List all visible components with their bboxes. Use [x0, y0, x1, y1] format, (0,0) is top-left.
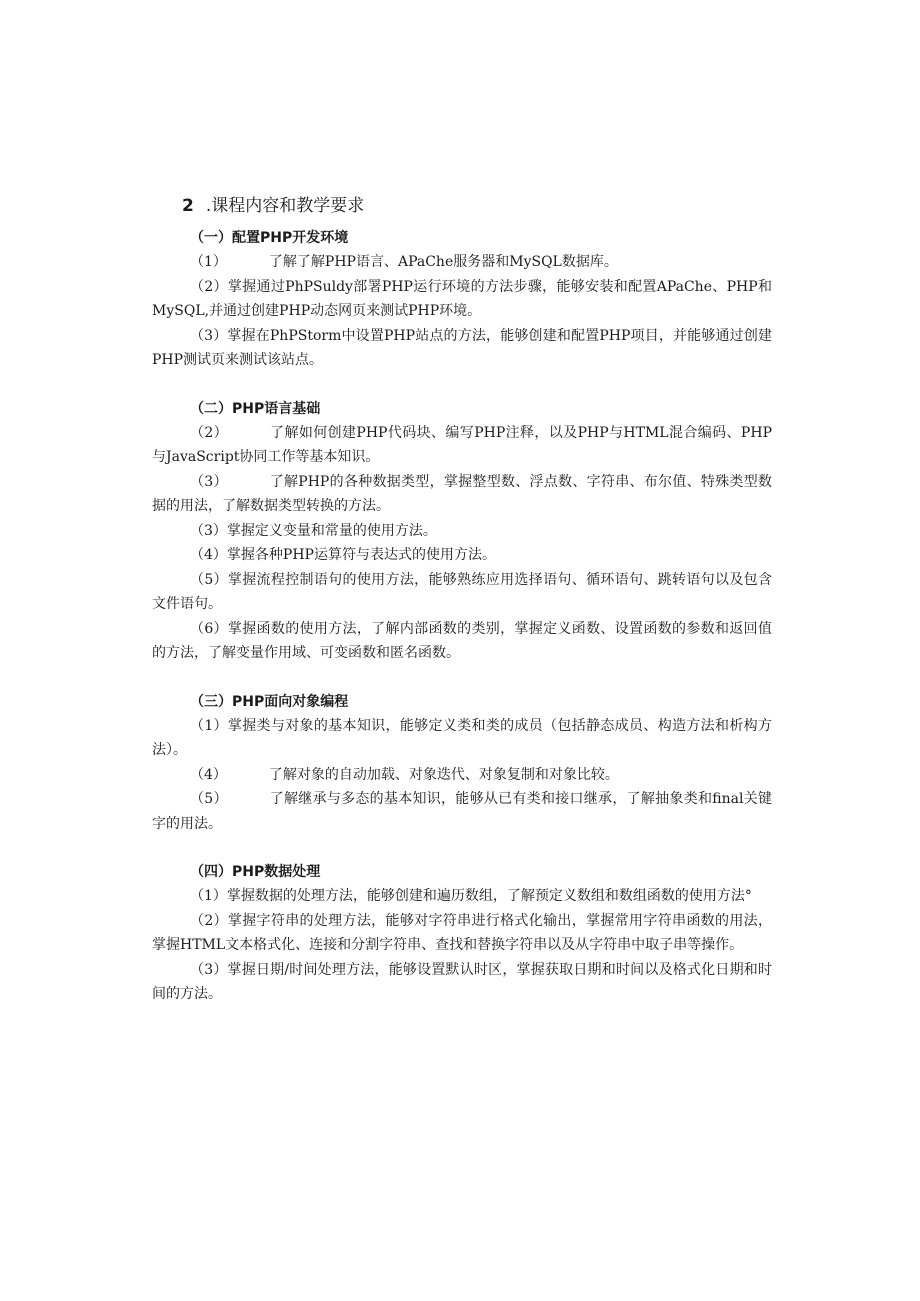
item-text: 掌握字符串的处理方法，能够对字符串进行格式化输出，掌握常用字符串函数的用法，掌握HTML文本格式化、连接和分割字符串、查找和替换字符串以及从字符串中取子串等操作。	[152, 912, 772, 953]
section-heading: （四）PHP数据处理	[190, 864, 321, 880]
item-text: 掌握流程控制语句的使用方法，能够熟练应用选择语句、循环语句、跳转语句以及包含文件语句。	[152, 571, 772, 612]
item-marker: （3）	[190, 522, 227, 539]
requirement-item	[152, 958, 772, 1007]
sections-container	[152, 226, 772, 1007]
item-text: 了解了解PHP语言、APaChe服务器和MySQL数据库。	[268, 254, 618, 270]
item-text: 掌握日期/时间处理方法，能够设置默认时区，掌握获取日期和时间以及格式化日期和时间的方法。	[152, 961, 772, 1002]
item-marker: （3）	[190, 327, 228, 344]
requirement-item	[152, 617, 772, 666]
requirement-item	[152, 568, 772, 617]
section	[152, 397, 772, 666]
section-heading: （三）PHP面向对象编程	[190, 693, 349, 710]
item-marker: （6）	[190, 620, 228, 637]
item-text: 掌握通过PhPSuldy部署PHP运行环境的方法步骤，能够安装和配置APaChe、PHP和MySQL,并通过创建PHP动态网页来测试PHP环境。	[152, 278, 772, 319]
requirement-item	[152, 250, 772, 275]
heading-text: .课程内容和教学要求	[205, 196, 365, 216]
item-marker: （1）	[190, 717, 228, 734]
item-text: 掌握在PhPStorm中设置PHP站点的方法，能够创建和配置PHP项目，并能够通过创建PHP测试页来测试该站点。	[152, 327, 772, 368]
document-heading	[182, 190, 772, 222]
section	[152, 860, 772, 1007]
item-marker: （2）	[190, 278, 228, 295]
item-text: 了解继承与多态的基本知识，能够从已有类和接口继承，了解抽象类和final关键字的用法。	[152, 791, 772, 832]
item-text: 了解PHP的各种数据类型，掌握整型数、浮点数、字符串、布尔值、特殊类型数据的用法，了解数据类型转换的方法。	[152, 473, 772, 514]
item-marker: （3）	[190, 473, 228, 490]
requirement-item	[152, 324, 772, 373]
item-marker: （2）	[190, 912, 228, 929]
document-page	[152, 190, 772, 1031]
item-text: 掌握函数的使用方法，了解内部函数的类别，掌握定义函数、设置函数的参数和返回值的方法，了解变量作用域、可变函数和匿名函数。	[152, 620, 772, 661]
item-marker: （3）	[190, 961, 228, 978]
requirement-item	[152, 884, 772, 909]
requirement-item	[152, 421, 772, 470]
requirement-item	[152, 543, 772, 568]
item-text: 掌握定义变量和常量的使用方法。	[226, 522, 437, 539]
requirement-item	[152, 519, 772, 544]
item-text: 了解对象的自动加载、对象迭代、对象复制和对象比较。	[268, 766, 619, 783]
requirement-item	[152, 275, 772, 324]
item-marker: （4）	[190, 766, 227, 783]
item-text: 了解如何创建PHP代码块、编写PHP注释，以及PHP与HTML混合编码、PHP与JavaScript协同工作等基本知识。	[152, 424, 772, 465]
item-marker: （1）	[190, 254, 227, 270]
requirement-item	[152, 787, 772, 836]
item-marker: （4）	[190, 547, 227, 563]
item-marker: （1）	[190, 888, 227, 904]
section-heading: （二）PHP语言基础	[190, 400, 321, 417]
requirement-item	[152, 763, 772, 788]
item-marker: （5）	[190, 791, 228, 807]
heading-number: 2	[182, 196, 194, 216]
item-text: 掌握数据的处理方法，能够创建和遍历数组，了解预定义数组和数组函数的使用方法°	[226, 888, 752, 904]
item-text: 掌握各种PHP运算符与表达式的使用方法。	[226, 547, 496, 563]
requirement-item	[152, 470, 772, 519]
section-heading: （一）配置PHP开发环境	[190, 230, 349, 246]
section	[152, 226, 772, 373]
item-marker: （2）	[190, 424, 229, 441]
item-marker: （5）	[190, 571, 228, 588]
requirement-item	[152, 909, 772, 958]
requirement-item	[152, 714, 772, 763]
item-text: 掌握类与对象的基本知识，能够定义类和类的成员（包括静态成员、构造方法和析构方法）。	[152, 717, 772, 758]
section	[152, 690, 772, 837]
